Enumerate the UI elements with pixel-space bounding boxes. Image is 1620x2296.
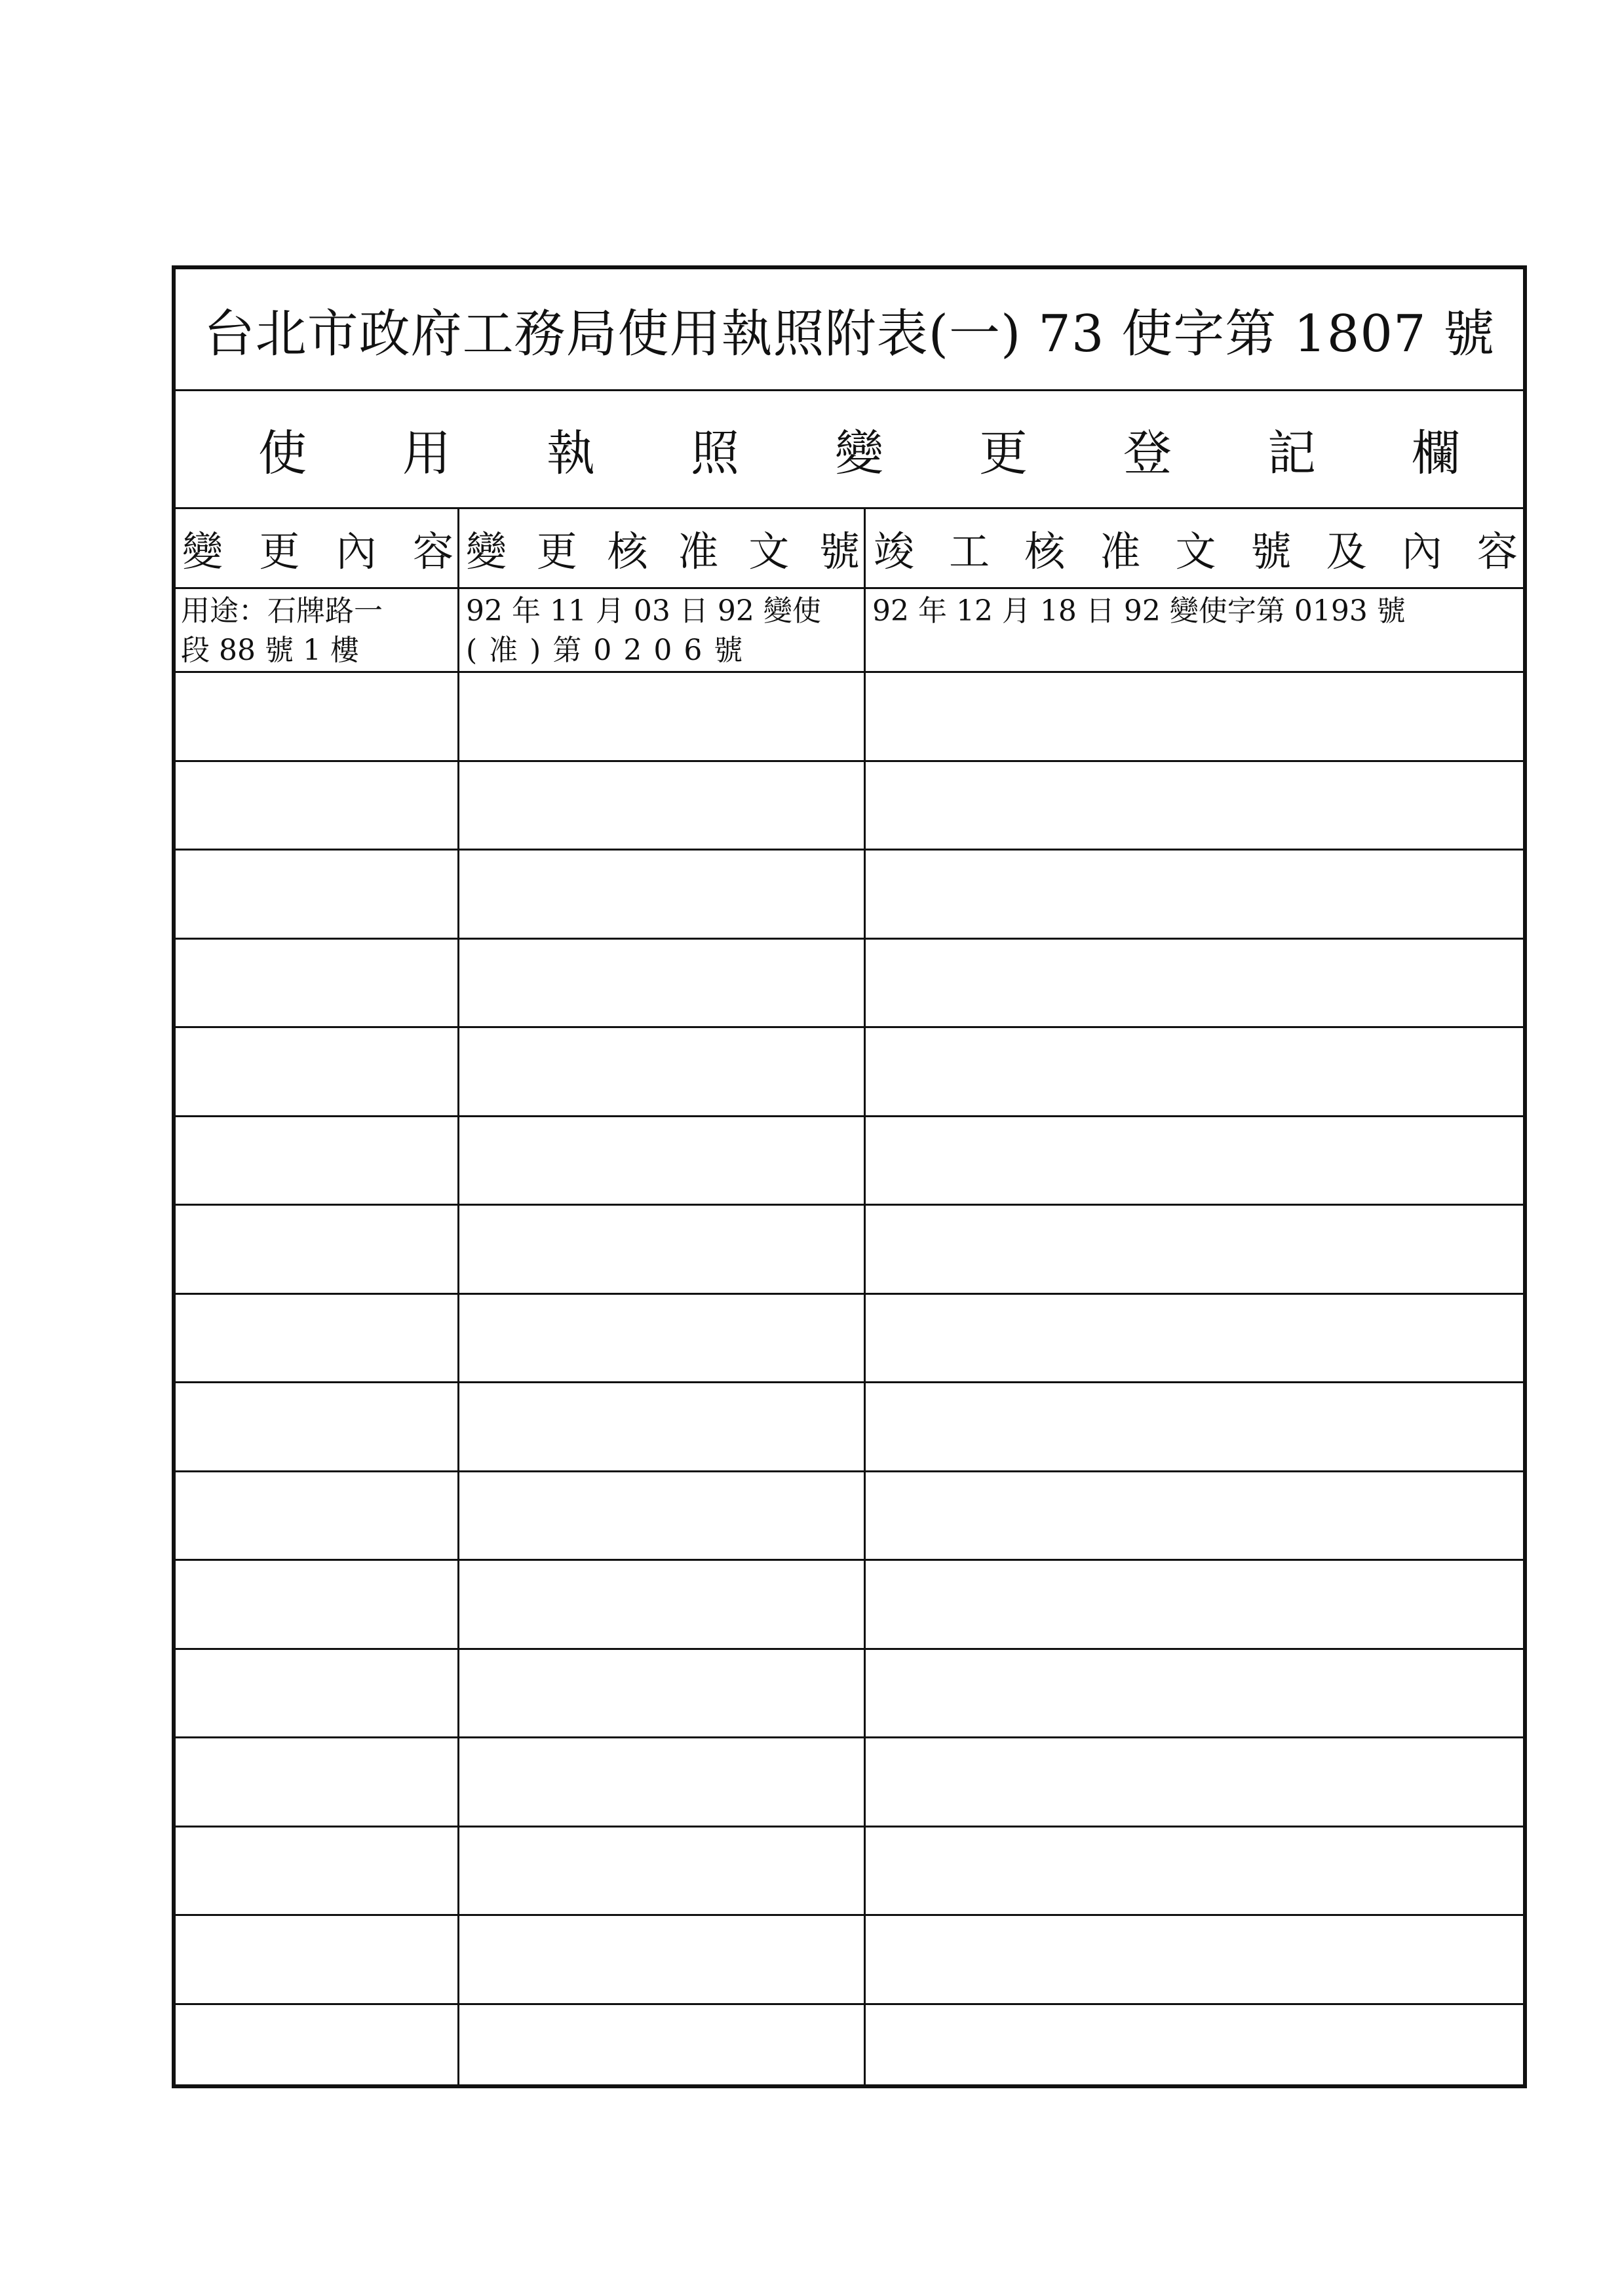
column-header-change-content	[176, 509, 457, 587]
table-row-line	[176, 1648, 1523, 1650]
column-header-char: 容	[412, 527, 453, 575]
table-row-line	[176, 1381, 1523, 1383]
column-header-label	[466, 519, 860, 577]
column-header-char: 變	[182, 527, 223, 575]
table-row-line	[176, 1293, 1523, 1295]
column-header-char: 內	[1401, 527, 1442, 575]
subtitle-char: 欄	[1412, 425, 1460, 482]
column-header-char: 及	[1326, 527, 1367, 575]
subtitle-char: 使	[258, 425, 307, 482]
table-row	[176, 589, 1523, 673]
register-table	[176, 509, 1523, 2084]
permit-form	[172, 265, 1527, 2088]
table-row-line	[176, 1115, 1523, 1117]
column-header-char: 准	[678, 527, 719, 575]
column-header-char: 工	[949, 527, 990, 575]
subtitle-char: 照	[691, 425, 739, 482]
column-header-char: 更	[259, 527, 300, 575]
table-row-line	[176, 849, 1523, 851]
column-header-char: 內	[336, 527, 377, 575]
column-header-approval-no	[459, 509, 864, 587]
column-header-char: 更	[536, 527, 577, 575]
subtitle-char: 更	[979, 425, 1028, 482]
column-divider	[457, 509, 459, 2084]
cell-completion	[866, 589, 1523, 671]
column-header-label	[182, 519, 453, 577]
subtitle-char: 用	[402, 425, 451, 482]
table-row-line	[176, 1204, 1523, 1206]
column-header-char: 變	[466, 527, 507, 575]
column-header-char: 文	[748, 527, 790, 575]
table-row-line	[176, 1914, 1523, 1916]
column-divider	[864, 509, 866, 2084]
table-row-line	[176, 760, 1523, 762]
column-header-char: 竣	[874, 527, 915, 575]
form-title: 台北市政府工務局使用執照附表(一) 73 使字第 1807 號	[203, 304, 1495, 364]
table-row-line	[176, 2003, 1523, 2005]
subtitle-char: 變	[835, 425, 883, 482]
cell-text: 92 年 11 月 03 日 92 變使	[466, 594, 821, 628]
cell-text: 用途：石牌路一	[181, 594, 383, 628]
cell-text: (准)第0206號	[466, 634, 755, 667]
table-row-line	[176, 938, 1523, 940]
table-row-line	[176, 1026, 1523, 1028]
column-header-char: 文	[1175, 527, 1216, 575]
column-header-char: 准	[1100, 527, 1141, 575]
subtitle-char: 記	[1267, 425, 1316, 482]
cell-change-content	[176, 589, 457, 671]
column-header-char: 核	[1024, 527, 1066, 575]
column-header-char: 號	[1250, 527, 1292, 575]
column-header-char: 容	[1476, 527, 1518, 575]
cell-text: 92 年 12 月 18 日 92 變使字第 0193 號	[872, 594, 1406, 628]
table-header	[176, 509, 1523, 589]
cell-approval-no	[459, 589, 864, 671]
subtitle-char: 登	[1123, 425, 1172, 482]
column-header-char: 號	[819, 527, 860, 575]
table-row-line	[176, 1736, 1523, 1738]
table-row-line	[176, 1559, 1523, 1561]
form-title-row	[176, 269, 1523, 391]
column-header-label	[874, 519, 1518, 577]
cell-text: 段 88 號 1 樓	[181, 634, 359, 667]
table-row-line	[176, 1470, 1523, 1472]
subtitle-char: 執	[547, 425, 595, 482]
column-header-char: 核	[607, 527, 648, 575]
form-subtitle-row	[176, 391, 1523, 509]
column-header-completion	[866, 509, 1523, 587]
table-row-line	[176, 1826, 1523, 1827]
form-subtitle	[176, 415, 1523, 484]
